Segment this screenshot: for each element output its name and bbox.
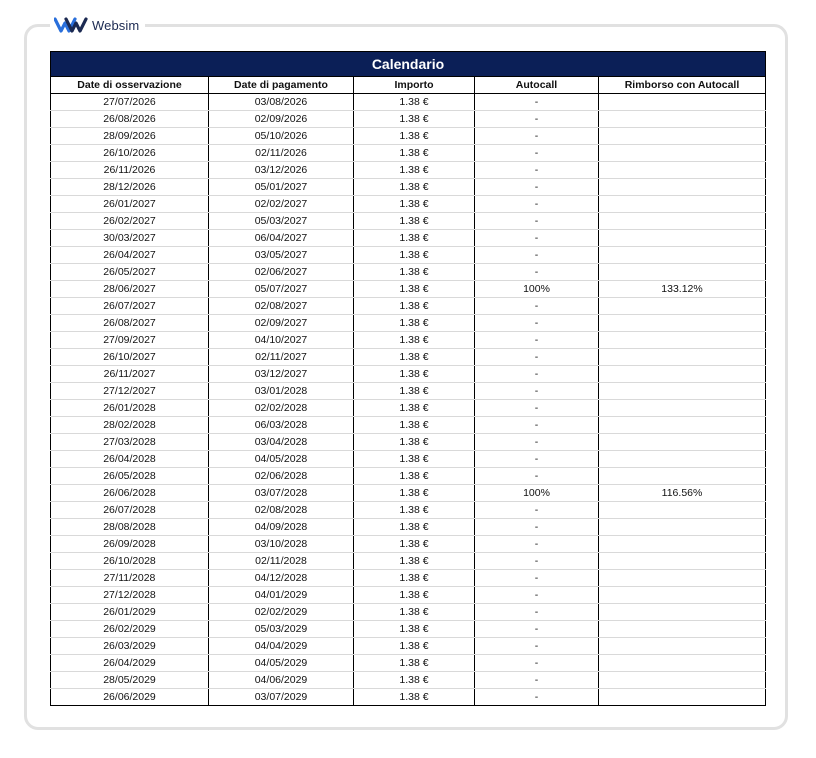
table-row (51, 485, 766, 502)
table-cell: 1.38 € (354, 298, 475, 315)
table-row (51, 638, 766, 655)
table-cell: 1.38 € (354, 587, 475, 604)
table-cell: 26/10/2028 (51, 553, 209, 570)
table-cell: 06/03/2028 (209, 417, 354, 434)
table-cell: - (475, 672, 599, 689)
table-row (51, 111, 766, 128)
table-cell (599, 553, 766, 570)
table-cell (599, 587, 766, 604)
table-title: Calendario (51, 52, 766, 77)
table-cell (599, 502, 766, 519)
table-cell: - (475, 553, 599, 570)
table-row (51, 298, 766, 315)
table-cell: - (475, 349, 599, 366)
table-row (51, 689, 766, 706)
table-cell: 26/07/2028 (51, 502, 209, 519)
table-cell (599, 400, 766, 417)
table-cell: - (475, 655, 599, 672)
table-cell: - (475, 298, 599, 315)
table-cell: 26/01/2028 (51, 400, 209, 417)
table-row (51, 655, 766, 672)
table-cell: 04/04/2029 (209, 638, 354, 655)
table-cell: 133.12% (599, 281, 766, 298)
table-cell: 04/12/2028 (209, 570, 354, 587)
table-cell: 26/05/2027 (51, 264, 209, 281)
table-cell: 02/02/2027 (209, 196, 354, 213)
table-cell (599, 417, 766, 434)
table-row (51, 179, 766, 196)
table-cell: 26/08/2026 (51, 111, 209, 128)
table-cell: 1.38 € (354, 332, 475, 349)
table-row (51, 315, 766, 332)
table-cell: 26/04/2027 (51, 247, 209, 264)
table-cell: 28/09/2026 (51, 128, 209, 145)
table-cell: 26/09/2028 (51, 536, 209, 553)
table-cell: - (475, 111, 599, 128)
table-cell: - (475, 332, 599, 349)
table-cell: 100% (475, 485, 599, 502)
table-cell: 1.38 € (354, 366, 475, 383)
table-cell (599, 468, 766, 485)
table-cell: 1.38 € (354, 264, 475, 281)
table-cell (599, 570, 766, 587)
table-body (51, 94, 766, 706)
table-cell: 1.38 € (354, 485, 475, 502)
table-cell (599, 230, 766, 247)
table-cell: 26/06/2028 (51, 485, 209, 502)
table-cell: 26/04/2029 (51, 655, 209, 672)
table-row (51, 621, 766, 638)
calendar-table (50, 51, 766, 706)
table-cell: 02/11/2026 (209, 145, 354, 162)
table-cell: 26/04/2028 (51, 451, 209, 468)
table-row (51, 230, 766, 247)
table-cell: 02/08/2027 (209, 298, 354, 315)
table-cell: 27/09/2027 (51, 332, 209, 349)
table-row (51, 196, 766, 213)
table-row (51, 264, 766, 281)
table-cell (599, 145, 766, 162)
table-cell: 04/09/2028 (209, 519, 354, 536)
table-cell: 1.38 € (354, 689, 475, 706)
table-cell: 04/05/2029 (209, 655, 354, 672)
column-header: Autocall (475, 77, 599, 94)
table-cell (599, 128, 766, 145)
table-cell: 1.38 € (354, 281, 475, 298)
table-cell: - (475, 264, 599, 281)
table-cell (599, 349, 766, 366)
table-cell: 1.38 € (354, 536, 475, 553)
table-row (51, 468, 766, 485)
table-cell (599, 604, 766, 621)
table-cell: - (475, 196, 599, 213)
table-cell: 05/03/2029 (209, 621, 354, 638)
table-cell: 1.38 € (354, 502, 475, 519)
table-cell: 03/07/2028 (209, 485, 354, 502)
table-cell: 1.38 € (354, 315, 475, 332)
table-cell: - (475, 179, 599, 196)
table-cell: 26/01/2029 (51, 604, 209, 621)
table-cell: - (475, 451, 599, 468)
table-cell: 05/03/2027 (209, 213, 354, 230)
table-cell (599, 179, 766, 196)
table-cell: 02/06/2028 (209, 468, 354, 485)
table-cell (599, 247, 766, 264)
calendar-table-wrapper (50, 51, 765, 706)
table-cell: 1.38 € (354, 230, 475, 247)
table-cell: 100% (475, 281, 599, 298)
table-row (51, 247, 766, 264)
table-cell: - (475, 230, 599, 247)
table-row (51, 213, 766, 230)
table-cell: 26/06/2029 (51, 689, 209, 706)
table-cell: 27/07/2026 (51, 94, 209, 111)
table-cell: 27/11/2028 (51, 570, 209, 587)
table-cell (599, 298, 766, 315)
table-cell: 27/03/2028 (51, 434, 209, 451)
table-cell (599, 94, 766, 111)
table-cell (599, 638, 766, 655)
table-cell: - (475, 400, 599, 417)
table-cell: - (475, 536, 599, 553)
table-cell: 26/02/2029 (51, 621, 209, 638)
table-cell: 03/01/2028 (209, 383, 354, 400)
table-row (51, 400, 766, 417)
table-cell: 28/06/2027 (51, 281, 209, 298)
table-row (51, 434, 766, 451)
table-row (51, 536, 766, 553)
table-cell: 02/09/2026 (209, 111, 354, 128)
table-cell: 30/03/2027 (51, 230, 209, 247)
table-cell: - (475, 604, 599, 621)
table-cell: 03/05/2027 (209, 247, 354, 264)
table-cell: 1.38 € (354, 179, 475, 196)
table-cell: - (475, 383, 599, 400)
table-row (51, 587, 766, 604)
table-cell: 04/06/2029 (209, 672, 354, 689)
table-cell: 116.56% (599, 485, 766, 502)
table-cell: 03/04/2028 (209, 434, 354, 451)
table-cell (599, 536, 766, 553)
table-cell: 28/05/2029 (51, 672, 209, 689)
table-row (51, 145, 766, 162)
table-row (51, 349, 766, 366)
table-cell: 26/10/2026 (51, 145, 209, 162)
table-cell: 26/01/2027 (51, 196, 209, 213)
table-cell: - (475, 519, 599, 536)
table-cell: 1.38 € (354, 638, 475, 655)
table-cell: 02/09/2027 (209, 315, 354, 332)
table-cell (599, 434, 766, 451)
column-header: Date di osservazione (51, 77, 209, 94)
table-cell (599, 451, 766, 468)
table-cell: 1.38 € (354, 94, 475, 111)
table-row (51, 502, 766, 519)
table-cell: - (475, 94, 599, 111)
table-cell: 26/11/2027 (51, 366, 209, 383)
table-cell: - (475, 502, 599, 519)
table-cell (599, 519, 766, 536)
table-cell: 1.38 € (354, 111, 475, 128)
table-row (51, 162, 766, 179)
table-cell (599, 332, 766, 349)
table-cell: 02/02/2029 (209, 604, 354, 621)
table-cell: - (475, 638, 599, 655)
table-cell: 02/08/2028 (209, 502, 354, 519)
table-cell: - (475, 587, 599, 604)
table-cell: - (475, 434, 599, 451)
table-cell: 04/05/2028 (209, 451, 354, 468)
table-cell: 1.38 € (354, 519, 475, 536)
table-cell: 28/12/2026 (51, 179, 209, 196)
table-cell: 1.38 € (354, 196, 475, 213)
table-cell: 26/05/2028 (51, 468, 209, 485)
table-row (51, 94, 766, 111)
table-cell (599, 111, 766, 128)
table-cell: 1.38 € (354, 417, 475, 434)
table-cell (599, 655, 766, 672)
table-cell: 05/07/2027 (209, 281, 354, 298)
table-cell: 28/02/2028 (51, 417, 209, 434)
table-row (51, 672, 766, 689)
table-cell: 1.38 € (354, 570, 475, 587)
column-header-row (51, 77, 766, 94)
table-cell: 26/11/2026 (51, 162, 209, 179)
table-row (51, 128, 766, 145)
websim-logo[interactable] (50, 14, 145, 36)
table-cell: - (475, 689, 599, 706)
table-cell: - (475, 247, 599, 264)
table-cell: 1.38 € (354, 247, 475, 264)
table-row (51, 570, 766, 587)
table-cell: - (475, 128, 599, 145)
table-cell: 28/08/2028 (51, 519, 209, 536)
table-cell: 26/08/2027 (51, 315, 209, 332)
table-cell: 1.38 € (354, 451, 475, 468)
table-cell: 02/02/2028 (209, 400, 354, 417)
table-cell: - (475, 213, 599, 230)
table-cell: 1.38 € (354, 162, 475, 179)
column-header: Date di pagamento (209, 77, 354, 94)
table-cell: 1.38 € (354, 349, 475, 366)
table-cell: 03/10/2028 (209, 536, 354, 553)
table-cell: - (475, 570, 599, 587)
brand-name: Websim (92, 17, 140, 33)
table-cell: 1.38 € (354, 400, 475, 417)
table-cell (599, 213, 766, 230)
table-cell: 03/08/2026 (209, 94, 354, 111)
table-cell: 04/01/2029 (209, 587, 354, 604)
table-row (51, 417, 766, 434)
table-cell (599, 264, 766, 281)
table-cell: 1.38 € (354, 434, 475, 451)
table-cell: 1.38 € (354, 213, 475, 230)
table-cell: 1.38 € (354, 655, 475, 672)
table-cell: - (475, 162, 599, 179)
table-cell: 02/11/2028 (209, 553, 354, 570)
table-cell (599, 162, 766, 179)
table-cell: 1.38 € (354, 383, 475, 400)
table-cell: - (475, 468, 599, 485)
table-cell: 03/12/2026 (209, 162, 354, 179)
table-cell: 1.38 € (354, 468, 475, 485)
table-cell (599, 315, 766, 332)
table-cell: 1.38 € (354, 672, 475, 689)
table-row (51, 553, 766, 570)
table-row (51, 281, 766, 298)
column-header: Importo (354, 77, 475, 94)
column-header: Rimborso con Autocall (599, 77, 766, 94)
table-cell: 26/07/2027 (51, 298, 209, 315)
table-cell: 06/04/2027 (209, 230, 354, 247)
table-cell (599, 672, 766, 689)
table-cell: 26/02/2027 (51, 213, 209, 230)
table-cell (599, 383, 766, 400)
table-cell: - (475, 417, 599, 434)
table-cell (599, 196, 766, 213)
websim-w-icon (54, 16, 88, 34)
table-cell (599, 366, 766, 383)
table-cell: 03/07/2029 (209, 689, 354, 706)
table-cell: 02/11/2027 (209, 349, 354, 366)
table-row (51, 519, 766, 536)
table-cell: 27/12/2027 (51, 383, 209, 400)
table-row (51, 604, 766, 621)
table-cell: 1.38 € (354, 145, 475, 162)
table-row (51, 451, 766, 468)
table-cell: 05/10/2026 (209, 128, 354, 145)
table-cell (599, 621, 766, 638)
table-cell: 27/12/2028 (51, 587, 209, 604)
table-cell: 26/10/2027 (51, 349, 209, 366)
table-cell: - (475, 366, 599, 383)
table-cell: 1.38 € (354, 604, 475, 621)
table-cell: - (475, 145, 599, 162)
table-cell: 1.38 € (354, 621, 475, 638)
table-cell (599, 689, 766, 706)
table-cell: - (475, 621, 599, 638)
table-row (51, 332, 766, 349)
table-cell: 03/12/2027 (209, 366, 354, 383)
table-cell: 1.38 € (354, 553, 475, 570)
table-cell: 1.38 € (354, 128, 475, 145)
table-cell: - (475, 315, 599, 332)
table-cell: 05/01/2027 (209, 179, 354, 196)
table-cell: 04/10/2027 (209, 332, 354, 349)
table-row (51, 366, 766, 383)
table-cell: 26/03/2029 (51, 638, 209, 655)
table-cell: 02/06/2027 (209, 264, 354, 281)
table-row (51, 383, 766, 400)
